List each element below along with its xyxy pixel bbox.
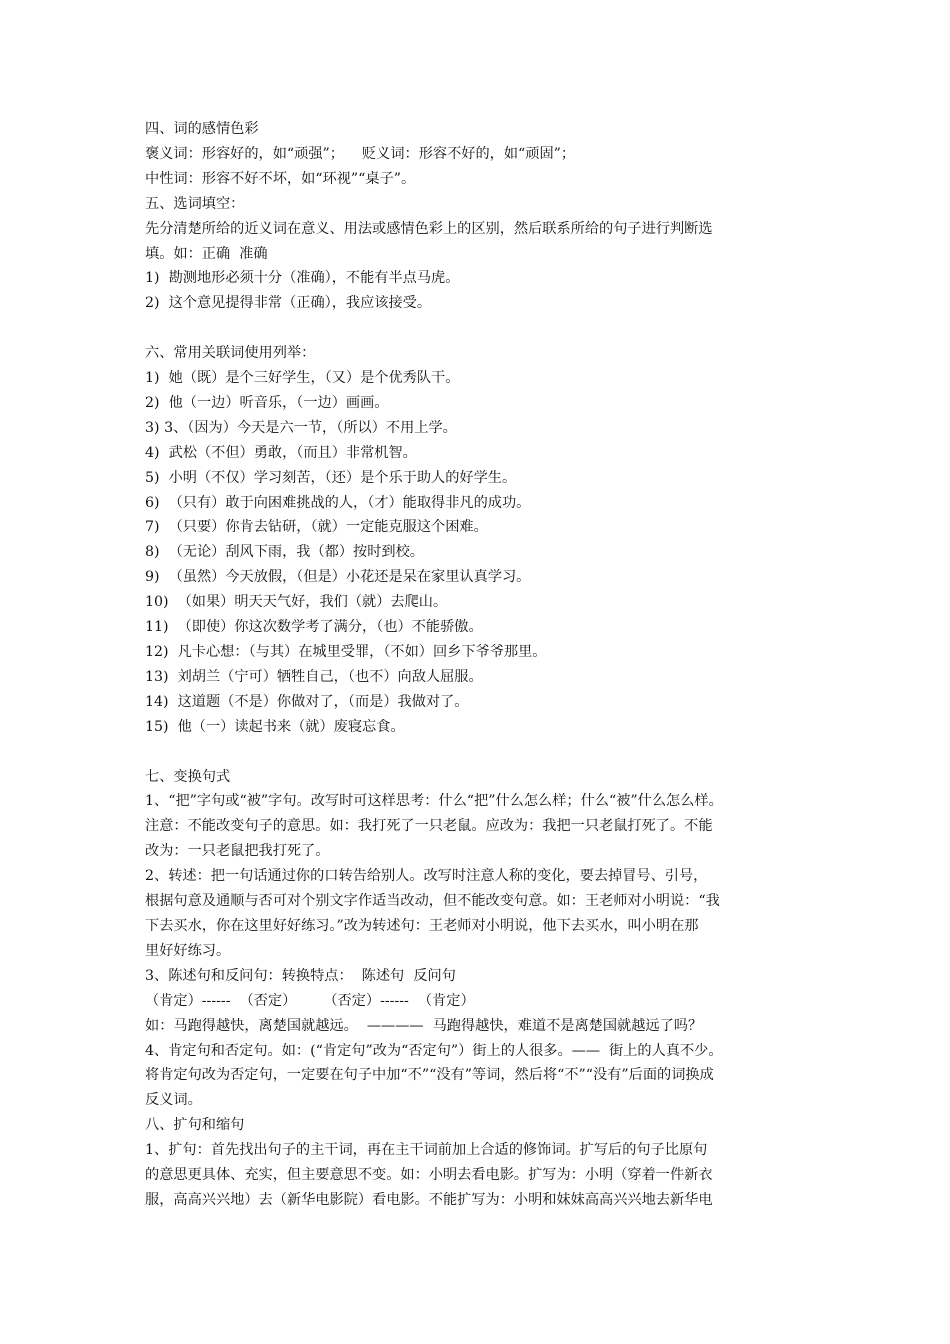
- section-6-heading: 六、常用关联词使用列举：: [145, 345, 316, 362]
- section-7-line: 注意：不能改变句子的意思。如：我打死了一只老鼠。应改为：我把一只老鼠打死了。不能: [145, 818, 713, 835]
- section-5-line-4: 2) 这个意见提得非常（正确），我应该接受。: [145, 295, 432, 312]
- section-8-line: 1、扩句：首先找出句子的主干词，再在主干词前加上合适的修饰词。扩写后的句子比原句: [145, 1142, 708, 1159]
- section-7-line: 里好好练习。: [145, 942, 231, 959]
- conjunction-item: 10) （如果）明天天气好，我们（就）去爬山。: [145, 594, 448, 611]
- conjunction-item: 1) 她（既）是个三好学生，（又）是个优秀队干。: [145, 370, 460, 387]
- spacer: [145, 740, 810, 765]
- section-8-heading: 八、扩句和缩句: [145, 1117, 245, 1134]
- conjunction-item: 8) （无论）刮风下雨，我（都）按时到校。: [145, 544, 424, 561]
- section-5-line-1: 先分清楚所给的近义词在意义、用法或感情色彩上的区别，然后联系所给的句子进行判断选: [145, 220, 713, 237]
- section-4-heading: 四、词的感情色彩: [145, 121, 259, 137]
- conjunction-item: 15) 他（一）读起书来（就）废寝忘食。: [145, 718, 405, 735]
- section-7-line: 如：马跑得越快，离楚国就越远。 ———— 马跑得越快，难道不是离楚国就越远了吗？: [145, 1017, 703, 1034]
- section-7-line: 改为：一只老鼠把我打死了。: [145, 843, 330, 860]
- section-8-line: 的意思更具体、充实，但主要意思不变。如：小明去看电影。扩写为：小明（穿着一件新衣: [145, 1167, 713, 1184]
- conjunction-item: 5) 小明（不仅）学习刻苦，（还）是个乐于助人的好学生。: [145, 469, 517, 486]
- conjunction-item: 14) 这道题（不是）你做对了，（而是）我做对了。: [145, 693, 469, 710]
- section-7-line: 2、转述：把一句话通过你的口转告给别人。改写时注意人称的变化，要去掉冒号、引号，: [145, 868, 708, 885]
- conjunction-item: 13) 刘胡兰（宁可）牺牲自己，（也不）向敌人屈服。: [145, 668, 483, 685]
- section-4-line-2: 中性词：形容不好不坏，如“环视”“桌子”。: [145, 170, 416, 187]
- conjunction-item: 3) 3、（因为）今天是六一节，（所以）不用上学。: [145, 419, 457, 436]
- conjunction-item: 11) （即使）你这次数学考了满分，（也）不能骄傲。: [145, 619, 483, 636]
- conjunction-item: 12) 凡卡心想：（与其）在城里受罪，（不如）回乡下爷爷那里。: [145, 644, 547, 661]
- conjunction-item: 6) （只有）敢于向困难挑战的人，（才）能取得非凡的成功。: [145, 494, 531, 511]
- section-7-line: 3、陈述句和反问句：转换特点： 陈述句 反问句: [145, 967, 456, 984]
- section-8-line: 服，高高兴兴地）去（新华电影院）看电影。不能扩写为：小明和妹妹高高兴兴地去新华电: [145, 1191, 713, 1208]
- section-7-line: （肯定）------ （否定） （否定）------ （肯定）: [145, 992, 475, 1009]
- spacer: [145, 316, 810, 341]
- section-7-line: 下去买水，你在这里好好练习。”改为转述句：王老师对小明说，他下去买水，叫小明在那: [145, 917, 699, 934]
- conjunction-item: 4) 武松（不但）勇敢，（而且）非常机智。: [145, 444, 417, 461]
- section-7-line: 反义词。: [145, 1092, 202, 1109]
- section-4-line-1: 褒义词：形容好的，如“顽强”； 贬义词：形容不好的，如“顽固”；: [145, 145, 576, 162]
- section-5-heading: 五、选词填空：: [145, 195, 245, 212]
- conjunction-item: 2) 他（一边）听音乐，（一边）画画。: [145, 394, 389, 411]
- section-7-line: 1、“把”字句或“被”字句。改写时可这样思考：什么“把”什么怎么样；什么“被”什么怎么样。: [145, 793, 723, 810]
- conjunction-item: 9) （虽然）今天放假，（但是）小花还是呆在家里认真学习。: [145, 569, 531, 586]
- conjunction-item: 7) （只要）你肯去钻研，（就）一定能克服这个困难。: [145, 519, 488, 536]
- section-5-line-3: 1) 勘测地形必须十分（准确），不能有半点马虎。: [145, 270, 460, 287]
- section-5-line-2: 填。如：正确 准确: [145, 245, 268, 262]
- section-7-line: 将肯定句改为否定句，一定要在句子中加“不”“没有”等词，然后将“不”“没有”后面的词换成: [145, 1067, 714, 1084]
- section-7-heading: 七、变换句式: [145, 768, 231, 785]
- document-page: [145, 117, 810, 1213]
- section-7-line: 根据句意及通顺与否可对个别文字作适当改动，但不能改变句意。如：王老师对小明说：“我: [145, 893, 720, 910]
- section-7-line: 4、肯定句和否定句。如：(“肯定句”改为“否定句”）街上的人很多。—— 街上的人真不少。: [145, 1042, 723, 1059]
